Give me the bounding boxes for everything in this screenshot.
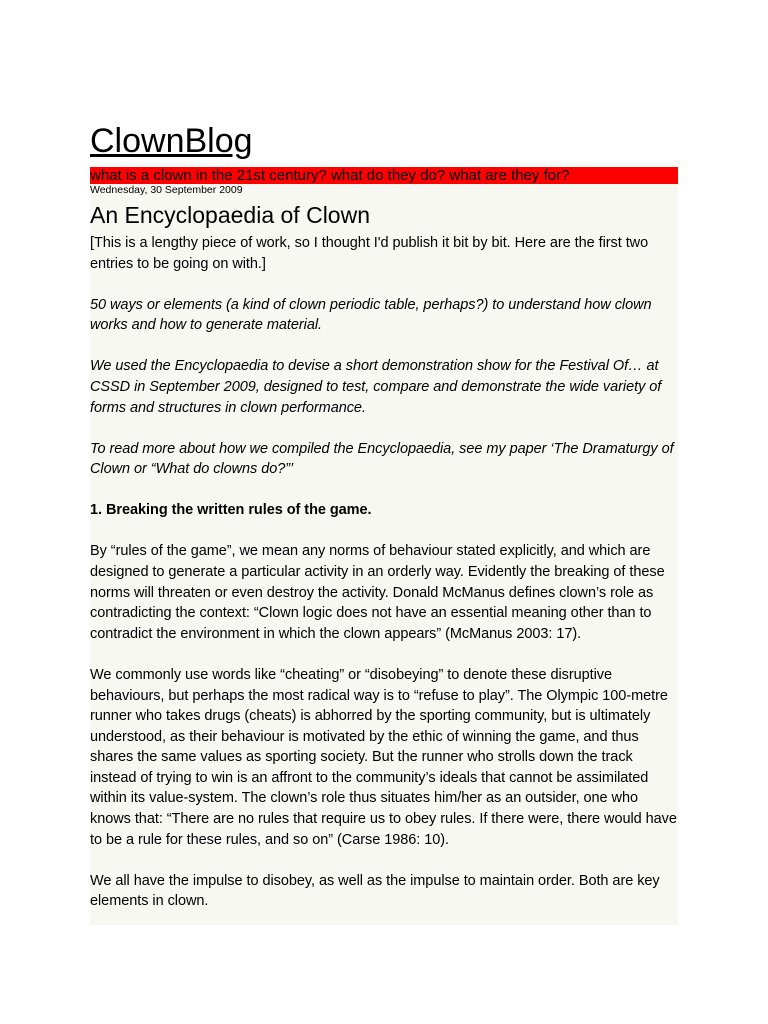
post-paragraph: By “rules of the game”, we mean any norms of behaviour stated explicitly, and which are designed to generate a particular activity in an orderly way. Evidently the breaking of these norms will threaten or even destroy the activity. Donald McManus defines clown’s role as contradicting the context: “Clown logic does not have an essential meaning other than to contradict the environment in which the clown appears” (McManus 2003: 17). [90, 543, 665, 642]
post-body [90, 233, 678, 912]
post-paragraph: We commonly use words like “cheating” or “disobeying” to denote these disruptive behaviours, but perhaps the most radical way is to “refuse to play”. The Olympic 100-metre runner who takes drugs (cheats) is abhorred by the sporting community, but is ultimately understood, as their behaviour is motivated by the ethic of winning the game, and thus shares the same values as sporting society. But the runner who strolls down the track instead of trying to win is an affront to the community’s ideals that cannot be assimilated within its value-system. The clown’s role thus situates him/her as an outsider, one who knows that: “There are no rules that require us to obey rules. If there were, there would have to be a rule for these rules, and so on” (Carse 1986: 10). [90, 666, 677, 848]
post-section-heading: 1. Breaking the written rules of the game. [90, 502, 372, 519]
post-title: An Encyclopaedia of Clown [90, 202, 370, 228]
post-festival-paragraph: We used the Encyclopaedia to devise a short demonstration show for the Festival Of… at CSSD in September 2009, designed to test, compare and demonstrate the wide variety of forms and structures in clown performance. [90, 358, 662, 416]
post-date: Wednesday, 30 September 2009 [90, 184, 243, 196]
post-intro-paragraph: [This is a lengthy piece of work, so I thought I'd publish it bit by bit. Here are the first two entries to be going on with.] [90, 235, 649, 272]
blog-content-area [90, 167, 678, 925]
post-summary-paragraph: 50 ways or elements (a kind of clown periodic table, perhaps?) to understand how clown works and how to generate material. [90, 296, 652, 334]
post-paper-paragraph: To read more about how we compiled the Encyclopaedia, see my paper ‘The Dramaturgy of Clown or “What do clowns do?”’ [90, 440, 674, 478]
blog-title-link[interactable]: ClownBlog [90, 122, 253, 160]
post-paragraph: We all have the impulse to disobey, as well as the impulse to maintain order. Both are key elements in clown. [90, 872, 660, 910]
blog-description: what is a clown in the 21st century? what do they do? what are they for? [90, 167, 678, 184]
